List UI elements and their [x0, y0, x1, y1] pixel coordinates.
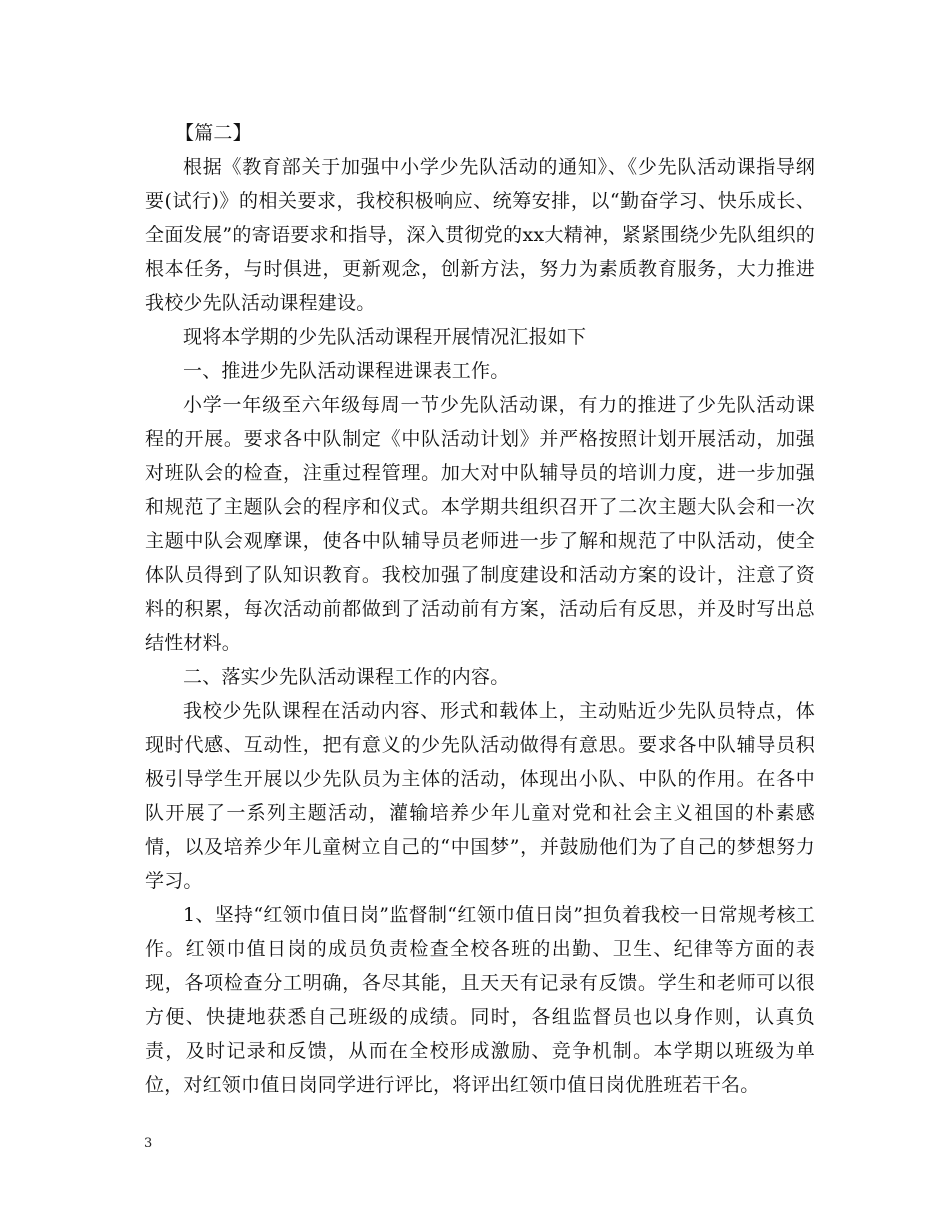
document-body — [145, 116, 815, 1102]
paragraph-section-two: 我校少先队课程在活动内容、形式和载体上，主动贴近少先队员特点，体现时代感、互动性，把有意义的少先队活动做得有意思。要求各中队辅导员积极引导学生开展以少先队员为主体的活动，体现出小队、中队的作用。在各中队开展了一系列主题活动，灌输培养少年儿童对党和社会主义祖国的朴素感情，以及培养少年儿童树立自己的“中国梦”，并鼓励他们为了自己的梦想努力学习。 — [145, 700, 815, 892]
section-heading: 【篇二】 — [175, 122, 252, 144]
page-number: 3 — [144, 1136, 153, 1151]
paragraph-report-lead: 现将本学期的少先队活动课程开展情况汇报如下 — [183, 326, 587, 348]
section-one-title: 一、推进少先队活动课程进课表工作。 — [183, 360, 510, 382]
paragraph-red-scarf-duty: 1、坚持“红领巾值日岗”监督制“红领巾值日岗”担负着我校一日常规考核工作。红领巾值日岗的成员负责检查全校各班的出勤、卫生、纪律等方面的表现，各项检查分工明确，各尽其能，且天天有记录有反馈。学生和老师可以很方便、快捷地获悉自己班级的成绩。同时，各组监督员也以身作则，认真负责，及时记录和反馈，从而在全校形成激励、竞争机制。本学期以班级为单位，对红领巾值日岗同学进行评比，将评出红领巾值日岗优胜班若干名。 — [145, 904, 815, 1096]
paragraph-intro: 根据《教育部关于加强中小学少先队活动的通知》、《少先队活动课指导纲要(试行)》的相关要求，我校积极响应、统筹安排，以“勤奋学习、快乐成长、全面发展”的寄语要求和指导，深入贯彻党的xx大精神，紧紧围绕少先队组织的根本任务，与时俱进，更新观念，创新方法，努力为素质教育服务，大力推进我校少先队活动课程建设。 — [145, 156, 815, 314]
section-two-title: 二、落实少先队活动课程工作的内容。 — [183, 666, 510, 688]
paragraph-section-one: 小学一年级至六年级每周一节少先队活动课，有力的推进了少先队活动课程的开展。要求各中队制定《中队活动计划》并严格按照计划开展活动，加强对班队会的检查，注重过程管理。加大对中队辅导员的培训力度，进一步加强和规范了主题队会的程序和仪式。本学期共组织召开了二次主题大队会和一次主题中队会观摩课，使各中队辅导员老师进一步了解和规范了中队活动，使全体队员得到了队知识教育。我校加强了制度建设和活动方案的设计，注意了资料的积累，每次活动前都做到了活动前有方案，活动后有反思，并及时写出总结性材料。 — [145, 394, 815, 654]
